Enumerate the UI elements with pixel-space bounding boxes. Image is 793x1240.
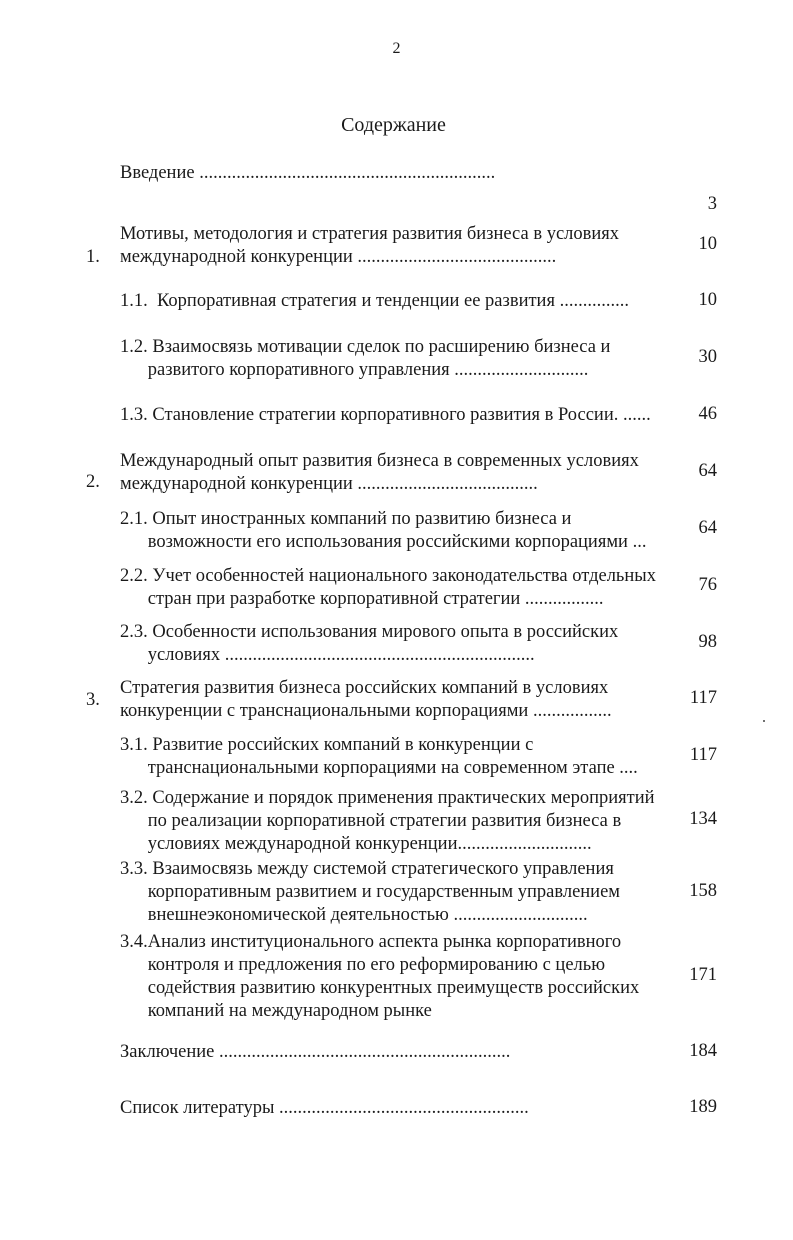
- toc-entry-text: 3.1. Развитие российских компаний в конкуренции с: [120, 735, 534, 755]
- toc-entry-page: 158: [689, 881, 717, 901]
- toc-entry-page: 3: [707, 194, 717, 214]
- toc-entry-text: Список литературы ......................................................: [120, 1098, 529, 1118]
- toc-entry-text: 2.3. Особенности использования мирового опыта в российских: [120, 622, 619, 642]
- toc-entry-number: 3.: [86, 690, 100, 710]
- toc-entry-page: 189: [689, 1097, 717, 1117]
- toc-entry-text: 1.3. Становление стратегии корпоративного развития в России. ......: [120, 405, 651, 425]
- toc-entry-text: компаний на международном рынке: [120, 1001, 432, 1021]
- toc-entry-text: 3.4.Анализ институционального аспекта рынка корпоративного: [120, 932, 622, 952]
- toc-entry-page: 64: [698, 461, 717, 481]
- toc-entry-page: 134: [689, 809, 717, 829]
- toc-entry-page: 117: [689, 688, 717, 708]
- toc-entry-text: по реализации корпоративной стратегии развития бизнеса в: [120, 811, 622, 831]
- toc-entry-text: транснациональными корпорациями на современном этапе ....: [120, 758, 638, 778]
- page-number: 2: [392, 40, 401, 57]
- toc-entry-page: 10: [698, 234, 717, 254]
- toc-entry-text: контроля и предложения по его реформированию с целью: [120, 955, 606, 975]
- toc-entry-page: 64: [698, 518, 717, 538]
- toc-entry-text: Заключение ...............................................................: [120, 1042, 511, 1062]
- toc-entry-page: 171: [689, 965, 717, 985]
- page-title: Содержание: [341, 114, 446, 136]
- toc-entry-text: 3.3. Взаимосвязь между системой стратегического управления: [120, 859, 614, 879]
- toc-entry-text: международной конкуренции ...........................................: [120, 247, 557, 267]
- toc-entry-text: Введение ................................................................: [120, 163, 496, 183]
- toc-entry-text: международной конкуренции .......................................: [120, 474, 538, 494]
- toc-entry-text: стран при разработке корпоративной стратегии .................: [120, 589, 604, 609]
- toc-entry-text: 3.2. Содержание и порядок применения практических мероприятий: [120, 788, 655, 808]
- toc-entry-text: 2.1. Опыт иностранных компаний по развитию бизнеса и: [120, 509, 572, 529]
- toc-entry-page: 184: [689, 1041, 717, 1061]
- toc-entry-text: условиях международной конкуренции.............................: [120, 834, 592, 854]
- toc-entry-text: внешнеэкономической деятельностью .............................: [120, 905, 588, 925]
- toc-entry-text: Стратегия развития бизнеса российских компаний в условиях: [120, 678, 609, 698]
- toc-entry-page: 10: [698, 290, 717, 310]
- toc-entry-text: 2.2. Учет особенностей национального законодательства отдельных: [120, 566, 656, 586]
- toc-entry-text: конкуренции с транснациональными корпорациями .................: [120, 701, 612, 721]
- toc-entry-text: Международный опыт развития бизнеса в современных условиях: [120, 451, 639, 471]
- toc-entry-text: Мотивы, методология и стратегия развития бизнеса в условиях: [120, 224, 620, 244]
- toc-entry-number: 1.: [86, 247, 100, 267]
- toc-entry-text: возможности его использования российскими корпорациями ...: [120, 532, 647, 552]
- toc-entry-text: корпоративным развитием и государственным управлением: [120, 882, 620, 902]
- toc-entry-text: условиях ...................................................................: [120, 645, 535, 665]
- toc-entry-page: 46: [698, 404, 717, 424]
- toc-entry-number: 2.: [86, 472, 100, 492]
- toc-entry-page: 98: [698, 632, 717, 652]
- toc-entry-text: 1.2. Взаимосвязь мотивации сделок по расширению бизнеса и: [120, 337, 611, 357]
- toc-entry-page: 117: [689, 745, 717, 765]
- toc-entry-page: 30: [698, 347, 717, 367]
- toc-entry-text: развитого корпоративного управления .............................: [120, 360, 589, 380]
- toc-entry-page: 76: [698, 575, 717, 595]
- toc-entry-text: 1.1. Корпоративная стратегия и тенденции ее развития ...............: [120, 291, 629, 311]
- toc-entry-text: содействия развитию конкурентных преимуществ российских: [120, 978, 640, 998]
- scan-speck: [763, 720, 765, 722]
